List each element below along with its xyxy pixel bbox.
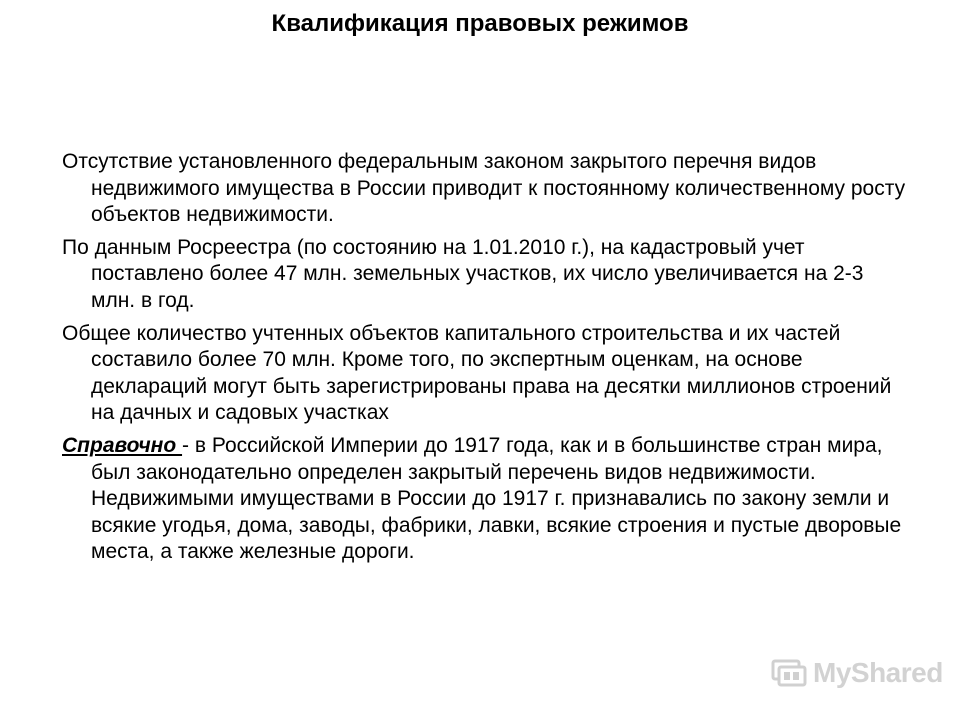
paragraph-lead: Справочно — [62, 433, 183, 457]
watermark-text: MyShared — [813, 657, 943, 688]
paragraph-text: - в Российской Империи до 1917 года, как и в большинстве стран мира, был законодательно определен закрытый перечень видов недвижимости. Недвижимыми имуществами в России до 1917 г. признавались по закону земли и всякие угодья, дома, заводы, фабрики, лавки, всякие строения и пустые дворовые места, а также железные дороги. — [91, 433, 902, 564]
paragraph-text: Отсутствие установленного федеральным законом закрытого перечня видов недвижимого имущества в России приводит к постоянному количественному росту объектов недвижимости. — [62, 150, 906, 227]
slides-icon — [771, 657, 813, 689]
paragraph-text: По данным Росреестра (по состоянию на 1.01.2010 г.), на кадастровый учет поставлено более 47 млн. земельных участков, их число увеличивается на 2-3 млн. в год. — [62, 235, 864, 312]
watermark — [771, 655, 943, 691]
paragraph-3 — [62, 321, 912, 427]
paragraph-1 — [62, 149, 912, 229]
paragraph-text: Общее количество учтенных объектов капитального строительства и их частей составило более 70 млн. Кроме того, по экспертным оценкам, на основе деклараций могут быть зарегистрированы права на десятки миллионов строений на дачных и садовых участках — [62, 321, 892, 425]
paragraph-2 — [62, 235, 912, 315]
slide-body — [62, 149, 912, 572]
paragraph-4 — [62, 433, 912, 566]
slide-title: Квалификация правовых режимов — [271, 10, 689, 37]
